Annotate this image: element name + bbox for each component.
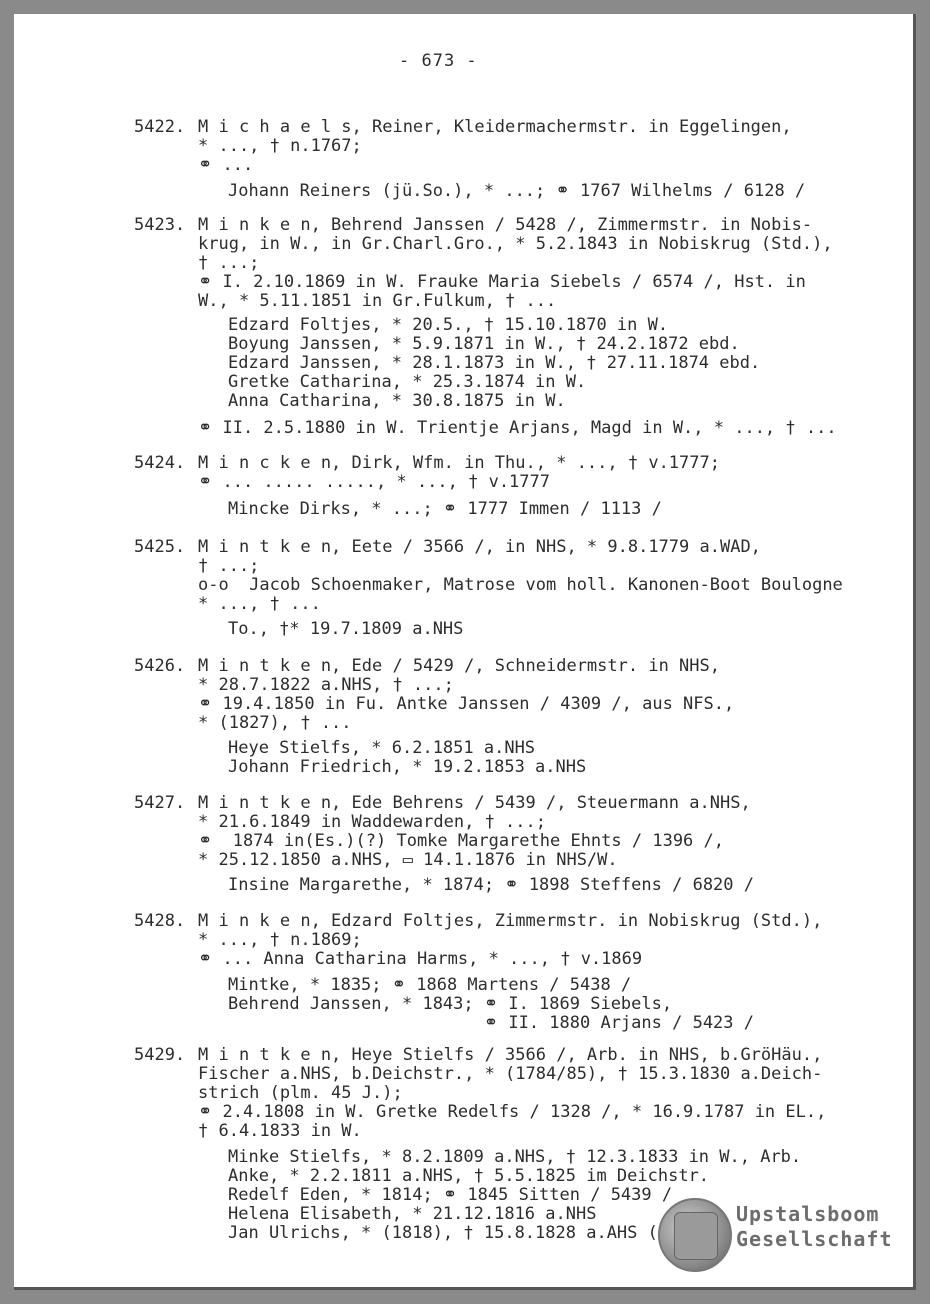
entry-line: † ...; <box>198 253 260 273</box>
child-line: Edzard Janssen, * 28.1.1873 in W., † 27.11.1874 ebd. <box>228 353 761 373</box>
logo-line-2: Gesellschaft <box>736 1227 893 1251</box>
document-text <box>14 14 916 1290</box>
upstalsboom-logo <box>658 1198 918 1278</box>
entry-number: 5426. <box>134 656 186 676</box>
entry-line: * (1827), † ... <box>198 713 352 733</box>
child-line: ⚭ II. 1880 Arjans / 5423 / <box>228 1013 754 1033</box>
page-number: - 673 - <box>399 51 478 71</box>
entry-line: o-o Jacob Schoenmaker, Matrose vom holl. Kanonen-Boot Boulogne <box>198 575 843 595</box>
entry-line: * ..., † n.1767; <box>198 136 362 156</box>
entry-line: ⚭ 1874 in(Es.)(?) Tomke Margarethe Ehnts / 1396 /, <box>198 831 724 851</box>
child-line: Helena Elisabeth, * 21.12.1816 a.NHS <box>228 1204 597 1224</box>
entry-line: M i n t k e n, Eete / 3566 /, in NHS, * 9.8.1779 a.WAD, <box>198 537 761 557</box>
entry-number: 5427. <box>134 793 186 813</box>
entry-line: ⚭ ... Anna Catharina Harms, * ..., † v.1869 <box>198 949 643 969</box>
entry-number: 5429. <box>134 1045 186 1065</box>
child-line: Mintke, * 1835; ⚭ 1868 Martens / 5438 / <box>228 975 632 995</box>
entry-line: M i c h a e l s, Reiner, Kleidermachermstr. in Eggelingen, <box>198 117 792 137</box>
child-line: To., †* 19.7.1809 a.NHS <box>228 619 464 639</box>
entry-line: * 28.7.1822 a.NHS, † ...; <box>198 675 454 695</box>
entry-line: W., * 5.11.1851 in Gr.Fulkum, † ... <box>198 291 557 311</box>
entry-line: strich (plm. 45 J.); <box>198 1083 403 1103</box>
child-line: Johann Reiners (jü.So.), * ...; ⚭ 1767 Wilhelms / 6128 / <box>228 181 806 201</box>
child-line: Johann Friedrich, * 19.2.1853 a.NHS <box>228 757 587 777</box>
child-line: Mincke Dirks, * ...; ⚭ 1777 Immen / 1113 / <box>228 499 662 519</box>
entry-line: * ..., † ... <box>198 594 321 614</box>
document-page <box>14 14 916 1290</box>
seal-icon <box>658 1198 732 1272</box>
entry-line: M i n t k e n, Heye Stielfs / 3566 /, Arb. in NHS, b.GröHäu., <box>198 1045 823 1065</box>
entry-line: ⚭ ... <box>198 155 254 175</box>
entry-line: ⚭ ... ..... ....., * ..., † v.1777 <box>198 472 550 492</box>
child-line: Behrend Janssen, * 1843; ⚭ I. 1869 Siebels, <box>228 994 673 1014</box>
child-line: Edzard Foltjes, * 20.5., † 15.10.1870 in W. <box>228 315 669 335</box>
entry-line: † ...; <box>198 556 260 576</box>
entry-line: M i n k e n, Behrend Janssen / 5428 /, Zimmermstr. in Nobis- <box>198 215 813 235</box>
entry-line: † 6.4.1833 in W. <box>198 1121 362 1141</box>
entry-line: ⚭ II. 2.5.1880 in W. Trientje Arjans, Magd in W., * ..., † ... <box>198 418 837 438</box>
entry-number: 5424. <box>134 453 186 473</box>
entry-line: * ..., † n.1869; <box>198 930 362 950</box>
child-line: Redelf Eden, * 1814; ⚭ 1845 Sitten / 5439 / <box>228 1185 673 1205</box>
entry-number: 5428. <box>134 911 186 931</box>
child-line: Anke, * 2.2.1811 a.NHS, † 5.5.1825 im Deichstr. <box>228 1166 710 1186</box>
child-line: Jan Ulrichs, * (1818), † 15.8.1828 a.AHS ( <box>228 1223 658 1243</box>
logo-line-1: Upstalsboom <box>736 1202 880 1226</box>
entry-line: ⚭ I. 2.10.1869 in W. Frauke Maria Siebels / 6574 /, Hst. in <box>198 272 806 292</box>
child-line: Gretke Catharina, * 25.3.1874 in W. <box>228 372 587 392</box>
entry-line: M i n k e n, Edzard Foltjes, Zimmermstr. in Nobiskrug (Std.), <box>198 911 823 931</box>
child-line: Anna Catharina, * 30.8.1875 in W. <box>228 391 566 411</box>
entry-line: M i n t k e n, Ede Behrens / 5439 /, Steuermann a.NHS, <box>198 793 751 813</box>
entry-number: 5425. <box>134 537 186 557</box>
entry-line: krug, in W., in Gr.Charl.Gro., * 5.2.1843 in Nobiskrug (Std.), <box>198 234 833 254</box>
child-line: Insine Margarethe, * 1874; ⚭ 1898 Steffens / 6820 / <box>228 875 754 895</box>
entry-line: ⚭ 2.4.1808 in W. Gretke Redelfs / 1328 /, * 16.9.1787 in EL., <box>198 1102 827 1122</box>
entry-number: 5422. <box>134 117 186 137</box>
child-line: Minke Stielfs, * 8.2.1809 a.NHS, † 12.3.1833 in W., Arb. <box>228 1147 802 1167</box>
entry-line: * 25.12.1850 a.NHS, ▭ 14.1.1876 in NHS/W. <box>198 850 618 870</box>
seal-figure-icon <box>674 1212 718 1260</box>
child-line: Heye Stielfs, * 6.2.1851 a.NHS <box>228 738 536 758</box>
logo-text <box>736 1202 893 1252</box>
child-line: Boyung Janssen, * 5.9.1871 in W., † 24.2.1872 ebd. <box>228 334 740 354</box>
entry-line: M i n c k e n, Dirk, Wfm. in Thu., * ..., † v.1777; <box>198 453 720 473</box>
entry-number: 5423. <box>134 215 186 235</box>
entry-line: * 21.6.1849 in Waddewarden, † ...; <box>198 812 546 832</box>
entry-line: ⚭ 19.4.1850 in Fu. Antke Janssen / 4309 /, aus NFS., <box>198 694 735 714</box>
entry-line: M i n t k e n, Ede / 5429 /, Schneidermstr. in NHS, <box>198 656 720 676</box>
entry-line: Fischer a.NHS, b.Deichstr., * (1784/85), † 15.3.1830 a.Deich- <box>198 1064 823 1084</box>
